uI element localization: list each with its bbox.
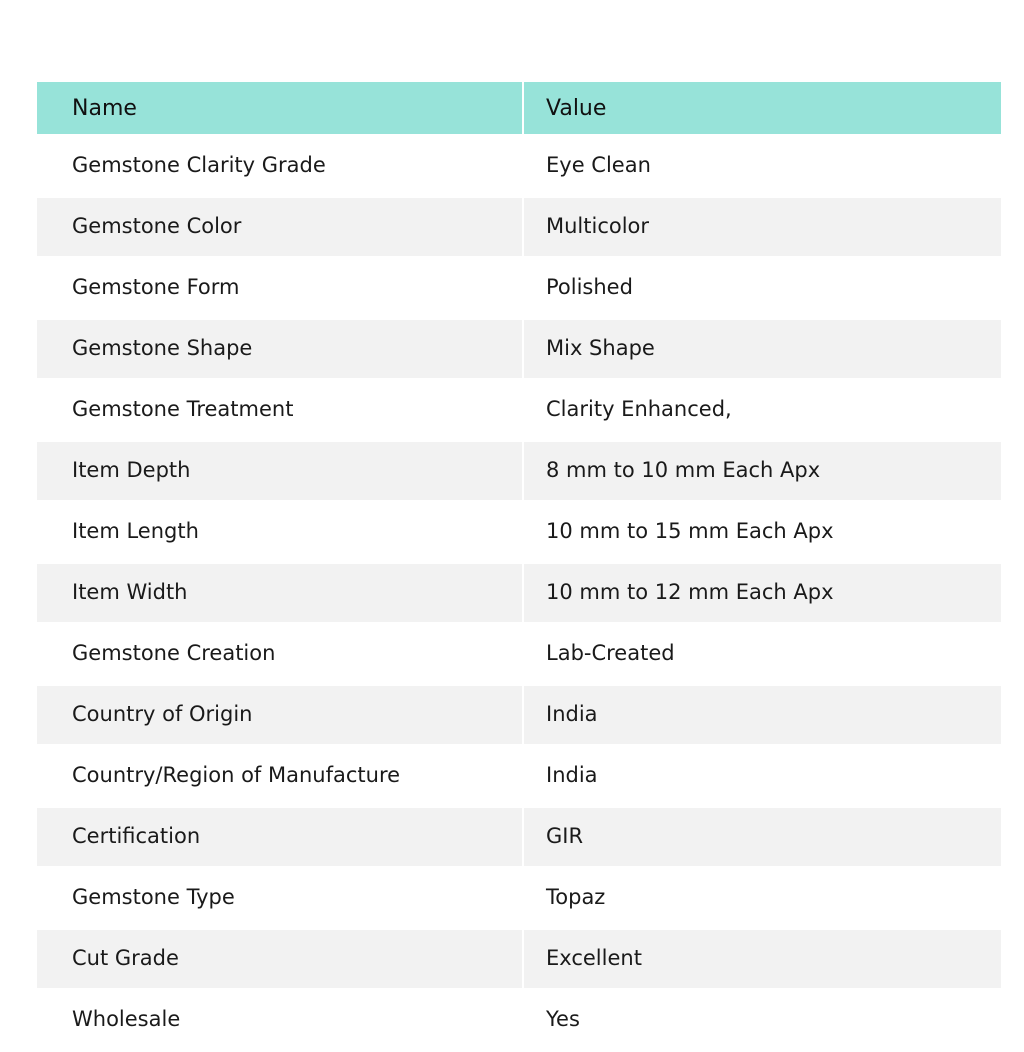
row-value: Excellent: [546, 946, 642, 971]
column-header-name: Name: [37, 82, 523, 136]
row-value-cell: [523, 197, 1001, 258]
row-name: Cut Grade: [72, 946, 179, 971]
row-name-cell: [37, 807, 523, 868]
row-name-cell: [37, 624, 523, 685]
row-name: Item Depth: [72, 458, 191, 483]
row-value: Multicolor: [546, 214, 650, 239]
row-value: India: [546, 763, 598, 788]
row-name-cell: [37, 136, 523, 197]
table-row: [37, 258, 1001, 319]
row-name: Country of Origin: [72, 702, 253, 727]
item-specifics-table: [37, 82, 1001, 1052]
row-value: Topaz: [546, 885, 606, 910]
row-name: Gemstone Creation: [72, 641, 276, 666]
row-value-cell: [523, 258, 1001, 319]
table-row: [37, 319, 1001, 380]
row-value-cell: [523, 441, 1001, 502]
row-name-cell: [37, 929, 523, 990]
row-name: Item Width: [72, 580, 188, 605]
row-value: GIR: [546, 824, 584, 849]
row-name: Gemstone Color: [72, 214, 242, 239]
table-row: [37, 746, 1001, 807]
table-row: [37, 441, 1001, 502]
row-value: India: [546, 702, 598, 727]
header-row: [37, 82, 1001, 136]
row-value: Clarity Enhanced,: [546, 397, 732, 422]
row-name-cell: [37, 502, 523, 563]
table-row: [37, 136, 1001, 197]
row-name-cell: [37, 746, 523, 807]
row-value: Yes: [546, 1007, 580, 1032]
row-value-cell: [523, 380, 1001, 441]
row-name: Gemstone Form: [72, 275, 240, 300]
row-value: Lab-Created: [546, 641, 675, 666]
row-value-cell: [523, 319, 1001, 380]
row-name: Wholesale: [72, 1007, 181, 1032]
row-value: Mix Shape: [546, 336, 655, 361]
row-value-cell: [523, 807, 1001, 868]
column-header-value: Value: [523, 82, 1001, 136]
table-row: [37, 624, 1001, 685]
row-name: Gemstone Type: [72, 885, 235, 910]
row-value: 10 mm to 15 mm Each Apx: [546, 519, 834, 544]
row-value-cell: [523, 868, 1001, 929]
row-name-cell: [37, 197, 523, 258]
table-row: [37, 563, 1001, 624]
row-value-cell: [523, 563, 1001, 624]
row-value-cell: [523, 929, 1001, 990]
table-row: [37, 868, 1001, 929]
row-value-cell: [523, 502, 1001, 563]
table-row: [37, 502, 1001, 563]
item-specifics-table-container: [37, 82, 1001, 1052]
row-name: Gemstone Clarity Grade: [72, 153, 326, 178]
table-header: [37, 82, 1001, 136]
table-body: [37, 136, 1001, 1051]
row-value-cell: [523, 136, 1001, 197]
row-value: 8 mm to 10 mm Each Apx: [546, 458, 821, 483]
row-value: 10 mm to 12 mm Each Apx: [546, 580, 834, 605]
row-name: Certification: [72, 824, 201, 849]
row-value-cell: [523, 990, 1001, 1051]
row-name-cell: [37, 685, 523, 746]
table-row: [37, 685, 1001, 746]
row-value-cell: [523, 685, 1001, 746]
table-row: [37, 929, 1001, 990]
row-value-cell: [523, 624, 1001, 685]
table-row: [37, 990, 1001, 1051]
row-name: Country/Region of Manufacture: [72, 763, 401, 788]
row-name-cell: [37, 563, 523, 624]
row-name: Item Length: [72, 519, 199, 544]
row-name-cell: [37, 990, 523, 1051]
row-name-cell: [37, 868, 523, 929]
row-name-cell: [37, 319, 523, 380]
row-name-cell: [37, 441, 523, 502]
table-row: [37, 807, 1001, 868]
row-value: Eye Clean: [546, 153, 651, 178]
row-value-cell: [523, 746, 1001, 807]
table-row: [37, 197, 1001, 258]
row-name: Gemstone Treatment: [72, 397, 294, 422]
row-name: Gemstone Shape: [72, 336, 253, 361]
table-row: [37, 380, 1001, 441]
row-name-cell: [37, 380, 523, 441]
row-value: Polished: [546, 275, 633, 300]
row-name-cell: [37, 258, 523, 319]
